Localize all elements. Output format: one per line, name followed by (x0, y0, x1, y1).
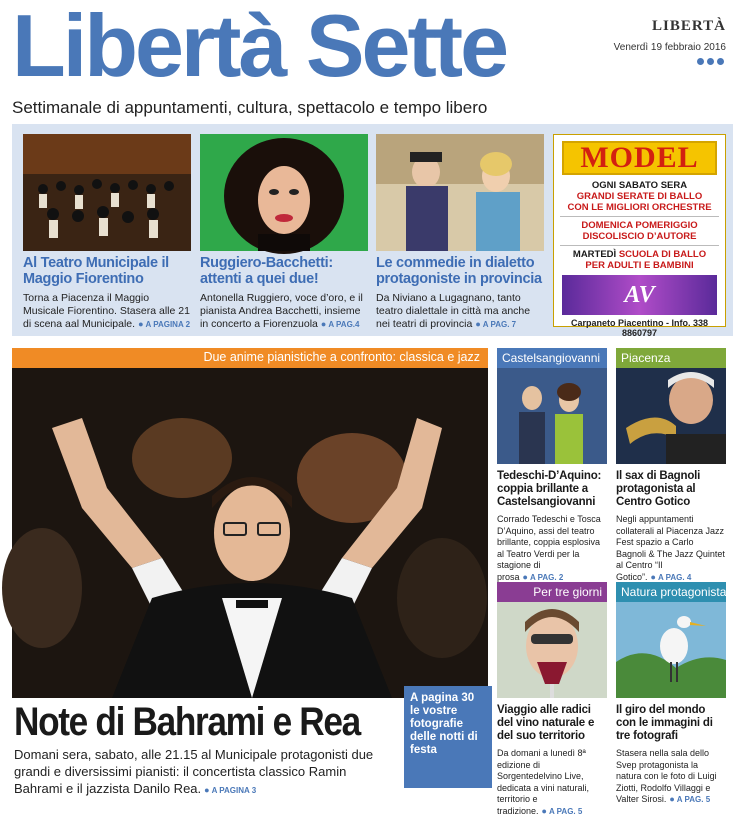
masthead-subtitle: Settimanale di appuntamenti, cultura, spettacolo e tempo libero (12, 98, 488, 117)
teaser-text: Antonella Ruggiero, voce d’oro, e il pianista Andrea Bacchetti, insieme in concerto a Fiorenzuola● A PAG.4 (200, 292, 368, 331)
ad-line: DOMENICA POMERIGGIO (581, 220, 698, 231)
masthead-title: Libertà Sette (12, 0, 507, 95)
card-band: Piacenza (616, 348, 726, 368)
card-per-tre-giorni[interactable] (497, 582, 607, 817)
ad-line: OGNI SABATO SERA (591, 180, 688, 191)
singer-portrait-photo (200, 134, 368, 251)
teaser-title: Ruggiero-Bacchetti: attenti a quei due! (200, 255, 333, 287)
feature-headline: Note di Bahrami e Rea (14, 700, 360, 744)
masthead (12, 0, 732, 98)
feature-text: Domani sera, sabato, alle 21.15 al Municipale protagonisti due grandi e diversissimi pianisti: il concertista classico Ramin Bahrami e il jazzista Danilo Rea.● A PAGINA 3 (14, 746, 394, 799)
card-title: Il giro del mondo con le immagini di tre fotografi (616, 704, 713, 742)
page-ref: ● A PAG. 5 (669, 795, 710, 804)
page-ref: ● A PAGINA 3 (204, 786, 256, 795)
saxophonist-photo (616, 368, 726, 464)
newspaper-brand: LIBERTÀ (652, 18, 726, 34)
card-text: Negli appuntamenti collaterali al Piacenza Jazz Fest spazio a Carlo Bagnoli & The Jazz Quintet al Centro “Il Gotico”.● A PAG. 4 (616, 514, 726, 583)
decorative-dots (697, 58, 724, 65)
teaser-commedie-dialetto[interactable] (376, 134, 544, 331)
ad-line: GRANDI SERATE DI BALLO (576, 191, 703, 202)
orchestra-photo (23, 134, 191, 251)
teaser-text: Torna a Piacenza il Maggio Musicale Fiorentino. Stasera alle 21 di scena aal Municipale.● A PAGINA 2 (23, 292, 191, 331)
ad-divider (560, 245, 719, 246)
card-band: Castelsangiovanni (497, 348, 607, 368)
card-band: Per tre giorni (497, 582, 607, 602)
photo-gallery-callout[interactable]: A pagina 30 le vostre fotografie delle notti di festa (404, 686, 492, 788)
page-ref: ● A PAG. 5 (542, 807, 583, 816)
issue-date: Venerdì 19 febbraio 2016 (613, 42, 726, 53)
page-ref: ● A PAG. 7 (475, 320, 516, 329)
teaser-title: Le commedie in dialetto protagoniste in provincia (376, 255, 542, 287)
card-natura-protagonista[interactable] (616, 582, 726, 806)
feature-kicker: Due anime pianistiche a confronto: classica e jazz (203, 350, 480, 364)
teaser-strip (12, 124, 733, 336)
theatre-actors-photo (376, 134, 544, 251)
teaser-maggio-fiorentino[interactable] (23, 134, 191, 331)
card-text: Corrado Tedeschi e Tosca D’Aquino, assi del teatro brillante, coppia esplosiva al Teatro Verdi per la stagione di prosa● A PAG. 2 (497, 514, 607, 583)
ad-footer: Carpaneto Piacentino - Info. 338 8860797 (570, 318, 709, 338)
card-text: Stasera nella sala dello Svep protagonista la natura con le foto di Luigi Ziotti, Rodolfo Villaggi e Valter Sirosi.● A PAG. 5 (616, 748, 726, 806)
page-ref: ● A PAGINA 2 (138, 320, 190, 329)
page-ref: ● A PAG. 2 (523, 573, 564, 582)
card-band: Natura protagonista (616, 582, 726, 602)
card-piacenza[interactable] (616, 348, 726, 583)
card-title: Tedeschi-D’Aquino: coppia brillante a Castelsangiovanni (497, 470, 602, 508)
teaser-ruggiero-bacchetti[interactable] (200, 134, 368, 331)
pianist-photo (12, 368, 488, 698)
teaser-title: Al Teatro Municipale il Maggio Fiorentino (23, 255, 169, 287)
ad-line: CON LE MIGLIORI ORCHESTRE (567, 202, 712, 213)
card-castelsangiovanni[interactable] (497, 348, 607, 583)
model-dance-ad[interactable] (553, 134, 726, 338)
main-feature[interactable] (12, 348, 488, 798)
ad-line: PER ADULTI E BAMBINI (585, 260, 694, 271)
card-title: Il sax di Bagnoli protagonista al Centro Gotico (616, 470, 701, 508)
ad-line: MARTEDÌ SCUOLA DI BALLO (572, 249, 707, 260)
heron-photo (616, 602, 726, 698)
feature-kicker-band (12, 348, 488, 368)
ad-divider (560, 216, 719, 217)
couple-photo (497, 368, 607, 464)
ad-logo: MODEL (562, 141, 717, 175)
card-title: Viaggio alle radici del vino naturale e del suo territorio (497, 704, 595, 742)
wine-tasting-photo (497, 602, 607, 698)
page-ref: ● A PAG. 4 (651, 573, 692, 582)
ad-line: DISCOLISCIO D’AUTORE (582, 231, 697, 242)
ad-badge: AV (562, 275, 717, 315)
teaser-text: Da Niviano a Lugagnano, tanto teatro dialettale in città ma anche nei teatri di provincia● A PAG. 7 (376, 292, 544, 331)
card-text: Da domani a lunedì 8ª edizione di Sorgentedelvino Live, dedicata a vini naturali, territorio e tradizione.● A PAG. 5 (497, 748, 607, 817)
page-ref: ● A PAG.4 (321, 320, 360, 329)
